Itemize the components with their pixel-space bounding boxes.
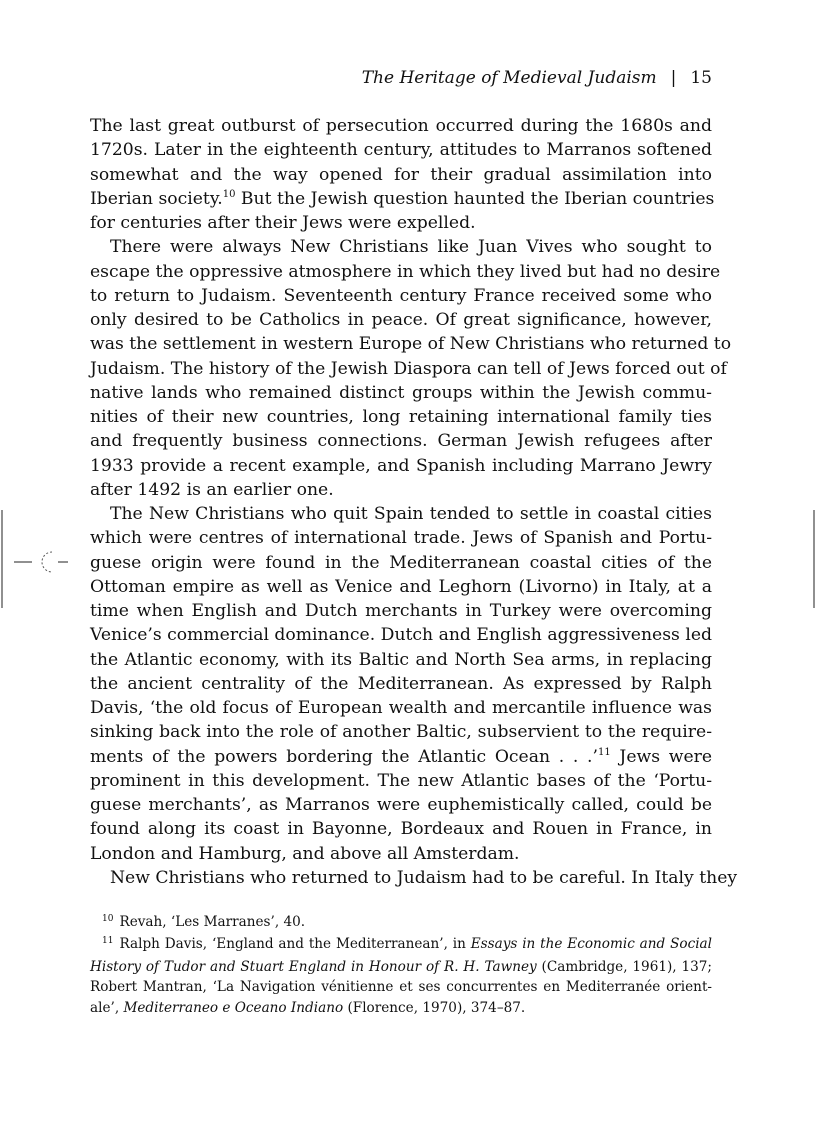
- footnote-text: Revah, ‘Les Marranes’, 40.: [119, 914, 306, 930]
- body-line: Davis, ‘the old focus of European wealth and mercantile influence was: [90, 698, 712, 718]
- body-line: the Atlantic economy, with its Baltic and North Sea arms, in replacing: [90, 649, 712, 670]
- crop-mark-left: [0, 510, 70, 610]
- body-line: [90, 187, 715, 211]
- running-head-separator: |: [670, 68, 677, 88]
- body-line: The New Christians who quit Spain tended to settle in coastal cities: [110, 504, 712, 524]
- footnote-10: [90, 912, 712, 934]
- body-line: sinking back into the role of another Baltic, subservient to the require-: [90, 722, 712, 743]
- footnote-11-line: [90, 957, 712, 977]
- footnote-text: (Florence, 1970), 374–87.: [343, 999, 526, 1016]
- body-line: Venice’s commercial dominance. Dutch and English aggressiveness led: [90, 625, 712, 646]
- body-line: found along its coast in Bayonne, Bordeaux and Rouen in France, in: [90, 819, 712, 840]
- body-line: for centuries after their Jews were expelled.: [90, 213, 476, 233]
- footnote-11-line: [90, 998, 712, 1018]
- footnote-text: (Cambridge, 1961), 137;: [536, 958, 712, 975]
- footnote-text: Ralph Davis, ‘England and the Mediterranean’, in: [119, 936, 471, 953]
- body-line: New Christians who returned to Judaism had to be careful. In Italy they: [110, 867, 738, 888]
- footnote-11: [90, 934, 712, 956]
- footnote-11-line: Robert Mantran, ‘La Navigation vénitienne et ses concurrentes en Mediterranée orient-: [90, 979, 712, 996]
- footnote-number: 10: [102, 914, 114, 924]
- body-line: which were centres of international trade. Jews of Spanish and Portu-: [90, 528, 712, 549]
- body-line: time when English and Dutch merchants in Turkey were overcoming: [90, 601, 712, 621]
- body-line: the ancient centrality of the Mediterranean. As expressed by Ralph: [90, 673, 712, 694]
- footnote-ref-10[interactable]: 10: [222, 188, 236, 200]
- body-line: guese merchants’, as Marranos were euphemistically called, could be: [90, 795, 712, 815]
- body-line-text: ments of the powers bordering the Atlantic Ocean . . .’: [90, 746, 598, 767]
- body-line: escape the oppressive atmosphere in which they lived but had no desire: [90, 261, 721, 282]
- footnote-text: ale’,: [90, 999, 124, 1016]
- body-text: [90, 114, 738, 890]
- footnotes: [90, 912, 712, 1018]
- body-line-text-after: But the Jewish question haunted the Iberian countries: [235, 188, 715, 209]
- body-line: There were always New Christians like Juan Vives who sought to: [110, 237, 712, 258]
- body-line: and frequently business connections. German Jewish refugees after: [90, 431, 712, 452]
- body-line: 1933 provide a recent example, and Spanish including Marrano Jewry: [90, 455, 712, 476]
- footnote-book-title: History of Tudor and Stuart England in Honour of R. H. Tawney: [90, 958, 537, 975]
- body-line: Judaism. The history of the Jewish Diaspora can tell of Jews forced out of: [90, 358, 727, 379]
- body-line: somewhat and the way opened for their gradual assimilation into: [90, 164, 712, 185]
- footnote-number: 11: [102, 936, 114, 947]
- body-line: nities of their new countries, long retaining international family ties: [90, 407, 712, 427]
- footnote-ref-11[interactable]: 11: [598, 746, 611, 758]
- body-line: 1720s. Later in the eighteenth century, attitudes to Marranos softened: [90, 140, 712, 161]
- crop-mark-right: [808, 510, 816, 610]
- body-line: prominent in this development. The new Atlantic bases of the ‘Portu-: [90, 770, 712, 791]
- running-head: [90, 66, 712, 90]
- body-line: guese origin were found in the Mediterranean coastal cities of the: [90, 552, 712, 573]
- footnote-journal-title: Mediterraneo e Oceano Indiano: [123, 999, 344, 1016]
- body-line: The last great outburst of persecution occurred during the 1680s and: [90, 116, 712, 136]
- page-number: 15: [690, 68, 712, 88]
- body-line: native lands who remained distinct groups within the Jewish commu-: [90, 382, 712, 403]
- body-line: Ottoman empire as well as Venice and Leghorn (Livorno) in Italy, at a: [90, 576, 712, 597]
- body-line-text-after: Jews were: [610, 746, 712, 767]
- footnote-book-title: Essays in the Economic and Social: [470, 936, 712, 953]
- body-line: after 1492 is an earlier one.: [90, 479, 334, 500]
- body-line-text: Iberian society.: [90, 188, 223, 209]
- body-line: to return to Judaism. Seventeenth century France received some who: [90, 285, 712, 306]
- body-line: [90, 745, 712, 769]
- body-line: was the settlement in western Europe of New Christians who returned to: [90, 334, 732, 355]
- body-line: London and Hamburg, and above all Amsterdam.: [90, 843, 520, 864]
- running-head-title: The Heritage of Medieval Judaism: [361, 68, 657, 88]
- body-line: only desired to be Catholics in peace. Of great significance, however,: [90, 310, 712, 330]
